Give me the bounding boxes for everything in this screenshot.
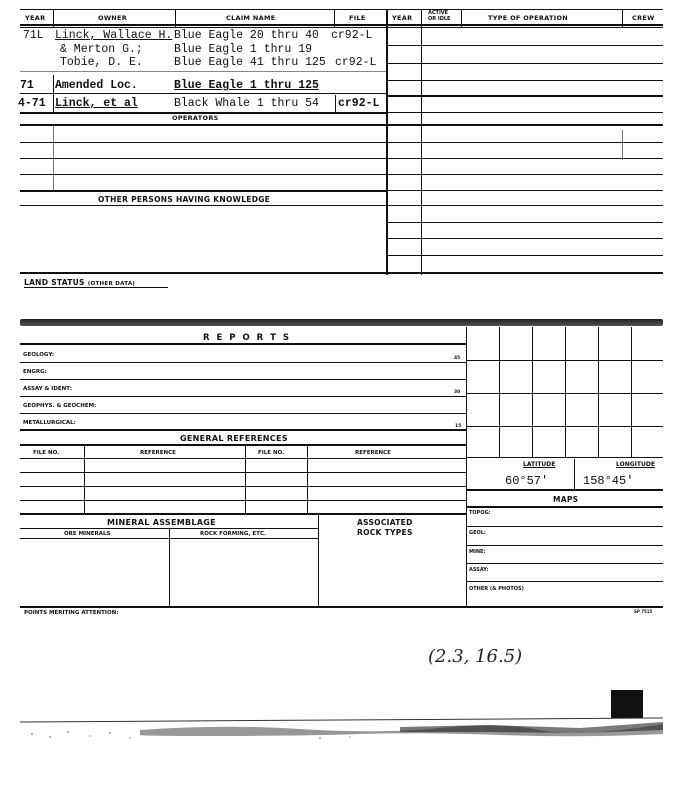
mineral-title: MINERAL ASSEMBLAGE	[107, 518, 216, 527]
points-meriting-attention: POINTS MERITING ATTENTION:	[24, 610, 119, 616]
claim-row-1-file: cr92-L	[331, 29, 373, 42]
maps-title: MAPS	[553, 495, 579, 504]
report-assay-num: 30	[454, 390, 461, 395]
claim-row-5-claim: Black Whale 1 thru 54	[174, 97, 319, 110]
maps-topog: TOPOG:	[469, 510, 491, 516]
land-status-text: LAND STATUS	[24, 278, 85, 287]
header-type-of-operation: TYPE OF OPERATION	[488, 14, 569, 22]
report-metallurgical-num: 15	[455, 424, 462, 429]
header-owner: OWNER	[98, 14, 128, 22]
claim-row-1-claim: Blue Eagle 20 thru 40	[174, 29, 319, 42]
operators-label: OPERATORS	[172, 114, 219, 122]
report-geology: GEOLOGY:	[23, 352, 55, 358]
header-crew: CREW	[632, 14, 655, 22]
rock-forming-label: ROCK FORMING, ETC.	[200, 531, 267, 537]
longitude-value: 158°45'	[583, 474, 634, 488]
longitude-label: LONGITUDE	[616, 461, 655, 468]
ref-file-no-2: FILE NO.	[258, 450, 285, 456]
scan-bar-top	[20, 319, 663, 326]
header-active: ACTIVE	[428, 10, 449, 16]
ore-minerals-label: ORE MINERALS	[64, 531, 111, 537]
other-persons-label: OTHER PERSONS HAVING KNOWLEDGE	[98, 195, 271, 204]
land-status-sub: (OTHER DATA)	[87, 281, 136, 287]
maps-mine: MINE:	[469, 549, 486, 555]
report-assay: ASSAY & IDENT:	[23, 386, 72, 392]
claim-row-2-owner: & Merton G.;	[60, 43, 143, 56]
report-metallurgical: METALLURGICAL:	[23, 420, 76, 426]
handwritten-coordinates: (2.3, 16.5)	[428, 646, 523, 667]
claim-row-3-file: cr92-L	[335, 56, 377, 69]
header-or-idle: OR IDLE	[428, 16, 451, 22]
header-claim-name: CLAIM NAME	[226, 14, 276, 22]
general-references-title: GENERAL REFERENCES	[180, 434, 288, 443]
report-geology-num: 45	[454, 356, 461, 361]
claim-row-4-owner: Amended Loc.	[55, 79, 138, 92]
latitude-label: LATITUDE	[523, 461, 556, 468]
header-year: YEAR	[25, 14, 46, 22]
report-engrg: ENGRG:	[23, 369, 47, 375]
maps-geol: GEOL:	[469, 530, 486, 536]
header-year-2: YEAR	[392, 14, 413, 22]
claim-row-1-owner: Linck, Wallace H.	[55, 29, 173, 42]
latitude-value: 60°57'	[505, 474, 549, 488]
claim-row-4-year: 71	[20, 79, 34, 92]
report-geophys: GEOPHYS. & GEOCHEM:	[23, 403, 97, 409]
ref-reference-1: REFERENCE	[140, 450, 176, 456]
form-code: SP 7515	[634, 609, 653, 614]
ref-file-no-1: FILE NO.	[33, 450, 60, 456]
rock-types-label: ROCK TYPES	[357, 528, 413, 537]
claim-row-5-year: 4-71	[18, 97, 46, 110]
registration-mark	[611, 690, 643, 718]
maps-assay: ASSAY:	[469, 567, 489, 573]
reports-title: R E P O R T S	[203, 333, 292, 343]
land-status-label	[24, 278, 135, 287]
claim-row-5-file: cr92-L	[338, 97, 380, 110]
claim-row-2-claim: Blue Eagle 1 thru 19	[174, 43, 313, 56]
scan-noise-svg	[20, 716, 663, 742]
claim-row-5-owner: Linck, et al	[55, 97, 138, 110]
maps-other: OTHER (& PHOTOS)	[469, 586, 524, 592]
header-file: FILE	[349, 14, 366, 22]
associated-label: ASSOCIATED	[357, 518, 413, 527]
claim-row-4-claim: Blue Eagle 1 thru 125	[174, 79, 319, 92]
claim-row-3-claim: Blue Eagle 41 thru 125	[174, 56, 326, 69]
claim-row-3-owner: Tobie, D. E.	[60, 56, 143, 69]
scan-noise-band	[20, 716, 663, 742]
ref-reference-2: REFERENCE	[355, 450, 391, 456]
claim-row-1-year: 71L	[23, 29, 44, 42]
